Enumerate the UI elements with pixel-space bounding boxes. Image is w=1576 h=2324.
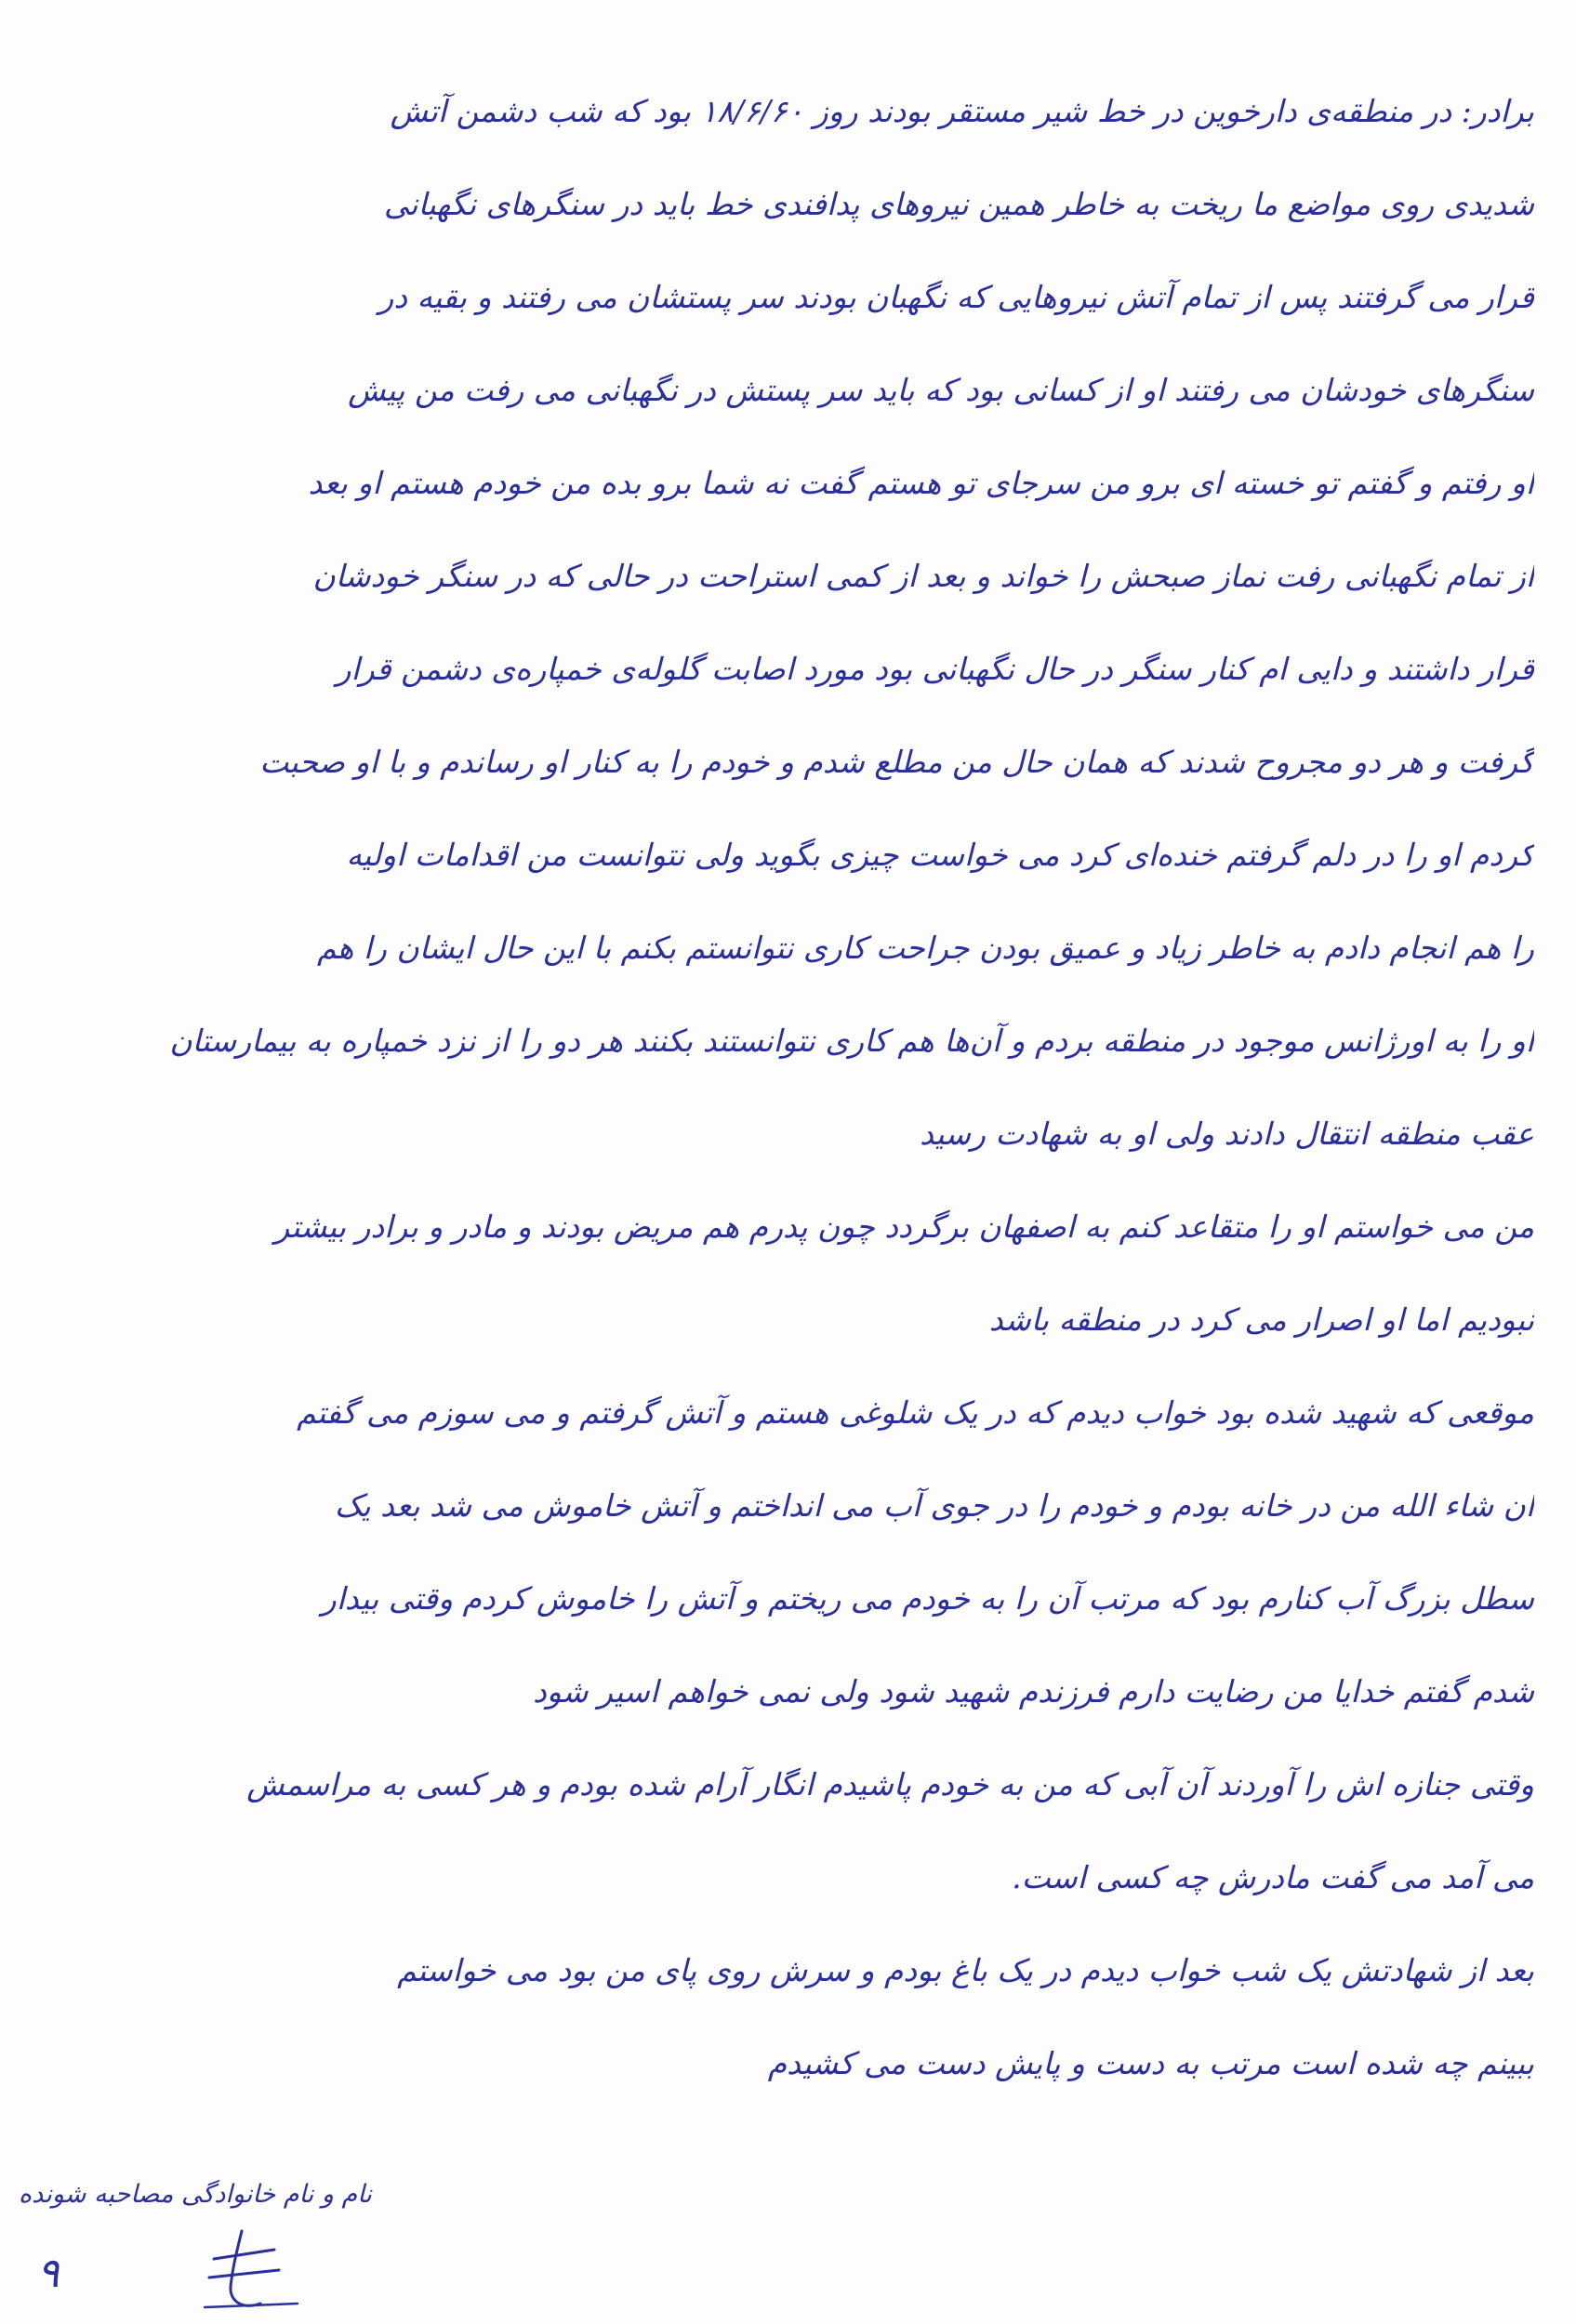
text-line: کردم او را در دلم گرفتم خنده‌ای کرد می خواست چیزی بگوید ولی نتوانست من اقدامات اولیه <box>346 837 1534 873</box>
text-line: من می خواستم او را متقاعد کنم به اصفهان برگردد چون پدرم هم مریض بودند و مادر و برادر بیشتر <box>274 1208 1534 1245</box>
text-line: بعد از شهادتش یک شب خواب دیدم در یک باغ بودم و سرش روی پای من بود می خواستم <box>397 1952 1534 1988</box>
text-line: او رفتم و گفتم تو خسته ای برو من سرجای تو هستم گفت نه شما برو بده من خودم هستم او بعد <box>308 465 1534 501</box>
text-line: ان شاء الله من در خانه بودم و خودم را در جوی آب می انداختم و آتش خاموش می شد بعد یک <box>334 1487 1534 1524</box>
text-line: شدم گفتم خدایا من رضایت دارم فرزندم شهید شود ولی نمی خواهم اسیر شود <box>533 1673 1534 1710</box>
text-line: او را به اورژانس موجود در منطقه بردم و آن‌ها هم کاری نتوانستند بکنند هر دو را از نزد خمپاره به بیمارستان <box>169 1023 1534 1059</box>
text-line: برادر: در منطقه‌ی دارخوین در خط شیر مستقر بودند روز ۱۸/۶/۶۰ بود که شب دشمن آتش <box>390 93 1534 129</box>
text-line: وقتی جنازه اش را آوردند آن آبی که من به خودم پاشیدم انگار آرام شده بودم و هر کسی به مراسمش <box>246 1766 1534 1802</box>
text-line: موقعی که شهید شده بود خواب دیدم که در یک شلوغی هستم و آتش گرفتم و می سوزم می گفتم <box>297 1394 1534 1431</box>
text-line: قرار داشتند و دایی ام کنار سنگر در حال نگهبانی بود مورد اصابت گلوله‌ی خمپاره‌ی دشمن قرار <box>336 651 1534 687</box>
signature-mark <box>186 2222 316 2315</box>
text-line: را هم انجام دادم به خاطر زیاد و عمیق بودن جراحت کاری نتوانستم بکنم با این حال ایشان را هم <box>317 930 1534 966</box>
text-line: سطل بزرگ آب کنارم بود که مرتب آن را به خودم می ریختم و آتش را خاموش کردم وقتی بیدار <box>321 1580 1534 1617</box>
page-number: ۹ <box>37 2250 60 2297</box>
text-line: ببینم چه شده است مرتب به دست و پایش دست می کشیدم <box>767 2045 1534 2081</box>
text-line: سنگرهای خودشان می رفتند او از کسانی بود که باید سر پستش در نگهبانی می رفت من پیش <box>348 372 1534 408</box>
text-line: قرار می گرفتند پس از تمام آتش نیروهایی که نگهبان بودند سر پستشان می رفتند و بقیه در <box>378 279 1534 315</box>
text-line: شدیدی روی مواضع ما ریخت به خاطر همین نیروهای پدافندی خط باید در سنگرهای نگهبانی <box>383 186 1534 222</box>
text-line: عقب منطقه انتقال دادند ولی او به شهادت رسید <box>920 1116 1534 1152</box>
text-line: نبودیم اما او اصرار می کرد در منطقه باشد <box>988 1301 1534 1338</box>
handwritten-text-block <box>37 65 1534 2110</box>
text-line: از تمام نگهبانی رفت نماز صبحش را خواند و بعد از کمی استراحت در حالی که در سنگر خودشان <box>312 558 1534 594</box>
signature-label: نام و نام خانوادگی مصاحبه شونده <box>19 2180 372 2209</box>
text-line: می آمد می گفت مادرش چه کسی است. <box>1012 1859 1534 1895</box>
text-line: گرفت و هر دو مجروح شدند که همان حال من مطلع شدم و خودم را به کنار او رساندم و با او صحبت <box>259 744 1534 780</box>
